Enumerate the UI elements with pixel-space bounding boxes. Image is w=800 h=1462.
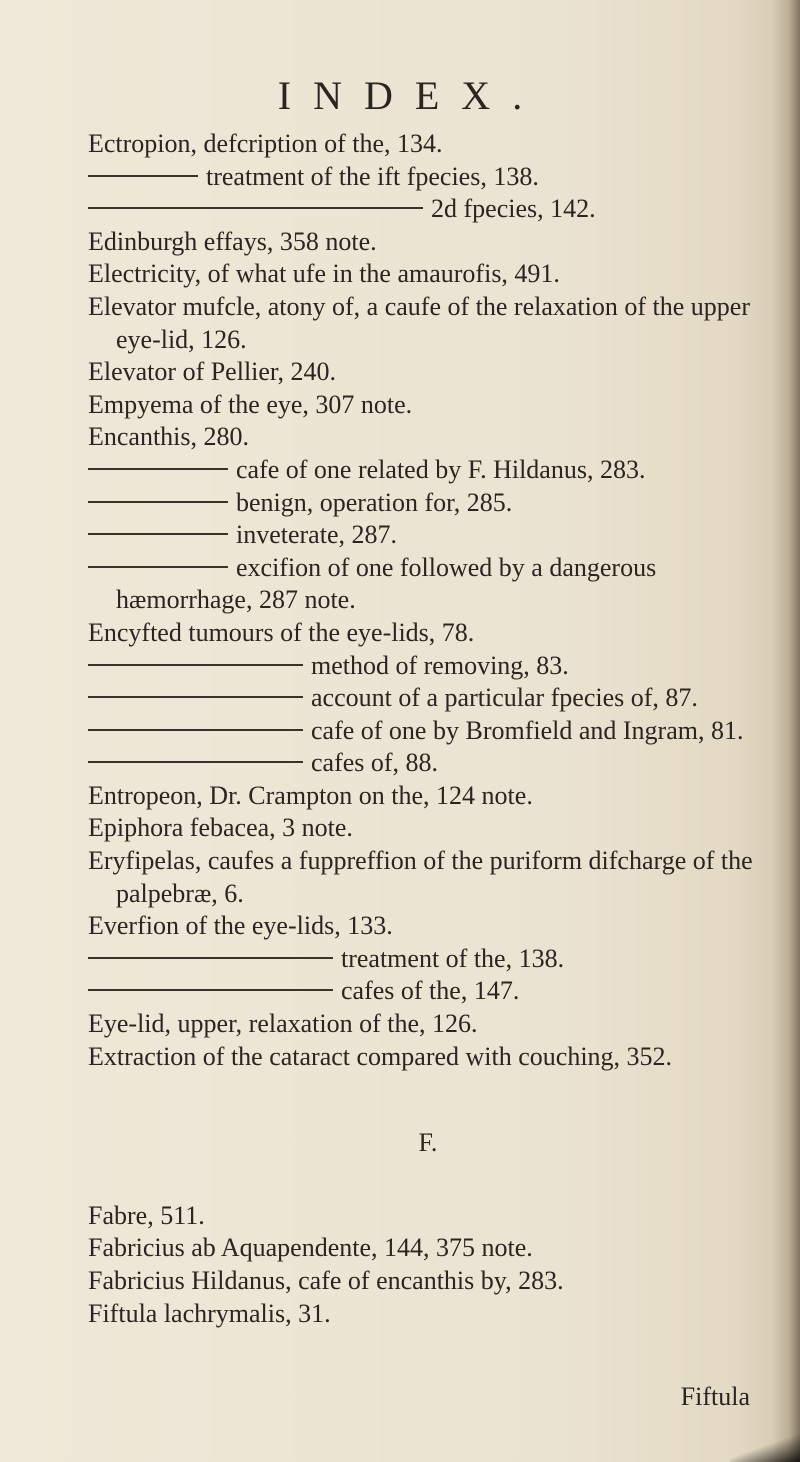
index-entry [88, 845, 768, 910]
index-entry-text: Fabricius ab Aquapendente, 144, 375 note. [88, 1233, 533, 1263]
index-entry [88, 975, 768, 1008]
ditto-rule [88, 566, 228, 568]
index-entry [88, 780, 768, 813]
index-entry [88, 650, 768, 683]
page-header: INDEX. [277, 73, 545, 118]
index-entry-text: Everfion of the eye-lids, 133. [88, 911, 393, 941]
index-entry [88, 161, 768, 194]
index-entry [88, 812, 768, 845]
index-entry [88, 193, 768, 226]
index-entry-text: cafes of the, 147. [341, 976, 520, 1006]
index-entry-text: Fiftula lachrymalis, 31. [88, 1298, 331, 1328]
index-entry-text: Entropeon, Dr. Crampton on the, 124 note. [88, 780, 533, 810]
index-entry [88, 291, 768, 356]
index-entry-text: 2d fpecies, 142. [431, 194, 596, 224]
index-entry [88, 747, 768, 780]
index-entry [88, 715, 768, 748]
f-section [88, 1200, 768, 1330]
index-entry [88, 128, 768, 161]
index-entry-text: inveterate, 287. [236, 520, 397, 550]
index-entry-text: Encyfted tumours of the eye-lids, 78. [88, 617, 475, 647]
index-entry [88, 552, 768, 617]
index-entry [88, 1265, 768, 1298]
index-entry-text: method of removing, 83. [311, 650, 569, 680]
index-entry-text: treatment of the, 138. [341, 943, 565, 973]
index-entry-text: excifion of one followed by a dangerous hæmorrhage, 287 note. [116, 552, 657, 615]
index-entry-text: Fabricius Hildanus, cafe of encanthis by, 283. [88, 1266, 564, 1295]
index-entry-text: Ectropion, defcription of the, 134. [88, 129, 443, 158]
index-entry [88, 1298, 768, 1331]
index-entry-text: Elevator mufcle, atony of, a caufe of the relaxation of the upper eye-lid, 126. [88, 291, 750, 354]
index-entry [88, 258, 768, 291]
index-entry-text: cafe of one by Bromfield and Ingram, 81. [311, 715, 744, 745]
index-entry [88, 1200, 768, 1233]
ditto-rule [88, 696, 303, 698]
index-entry [88, 389, 768, 422]
index-entry-text: treatment of the ift fpecies, 138. [206, 161, 539, 191]
index-entries [88, 128, 768, 1330]
index-entry-text: Encanthis, 280. [88, 422, 250, 452]
ditto-rule [88, 468, 228, 470]
index-entry [88, 226, 768, 259]
index-entry-text: account of a particular fpecies of, 87. [311, 683, 698, 713]
ditto-rule [88, 175, 198, 177]
index-entry [88, 421, 768, 454]
e-section [88, 128, 768, 1073]
ditto-rule [88, 957, 333, 959]
index-entry-text: cafes of, 88. [311, 748, 439, 778]
ditto-rule [88, 664, 303, 666]
index-entry-text: benign, operation for, 285. [236, 487, 513, 517]
index-entry-text: Epiphora febacea, 3 note. [88, 813, 353, 843]
ditto-rule [88, 989, 333, 991]
index-entry [88, 519, 768, 552]
index-entry [88, 682, 768, 715]
index-entry [88, 1041, 768, 1074]
index-entry-text: Extraction of the cataract compared with couching, 352. [88, 1041, 673, 1071]
index-entry [88, 910, 768, 943]
index-entry-text: Empyema of the eye, 307 note. [88, 389, 413, 419]
index-entry [88, 943, 768, 976]
ditto-rule [88, 729, 303, 731]
section-letter: F. [418, 1128, 438, 1158]
ditto-rule [88, 761, 303, 763]
index-entry-text: Eryfipelas, caufes a fuppreffion of the puriform difcharge of the palpebræ, 6. [88, 846, 753, 908]
index-entry [88, 356, 768, 389]
index-entry [88, 487, 768, 520]
index-entry-text: cafe of one related by F. Hildanus, 283. [236, 454, 646, 484]
index-entry-text: Eye-lid, upper, relaxation of the, 126. [88, 1009, 478, 1039]
index-entry [88, 617, 768, 650]
catchword: Fiftula [680, 1382, 750, 1411]
index-entry [88, 1232, 768, 1265]
index-entry [88, 454, 768, 487]
index-entry-text: Elevator of Pellier, 240. [88, 357, 337, 387]
index-entry [88, 1008, 768, 1041]
ditto-rule [88, 533, 228, 535]
ditto-rule [88, 501, 228, 503]
index-entry-text: Edinburgh effays, 358 note. [88, 226, 377, 256]
ditto-rule [88, 207, 423, 209]
index-entry-text: Electricity, of what ufe in the amaurofis, 491. [88, 259, 560, 289]
page-corner-shadow [730, 1422, 800, 1462]
index-entry-text: Fabre, 511. [88, 1200, 205, 1230]
page-edge-shadow [772, 0, 800, 1462]
